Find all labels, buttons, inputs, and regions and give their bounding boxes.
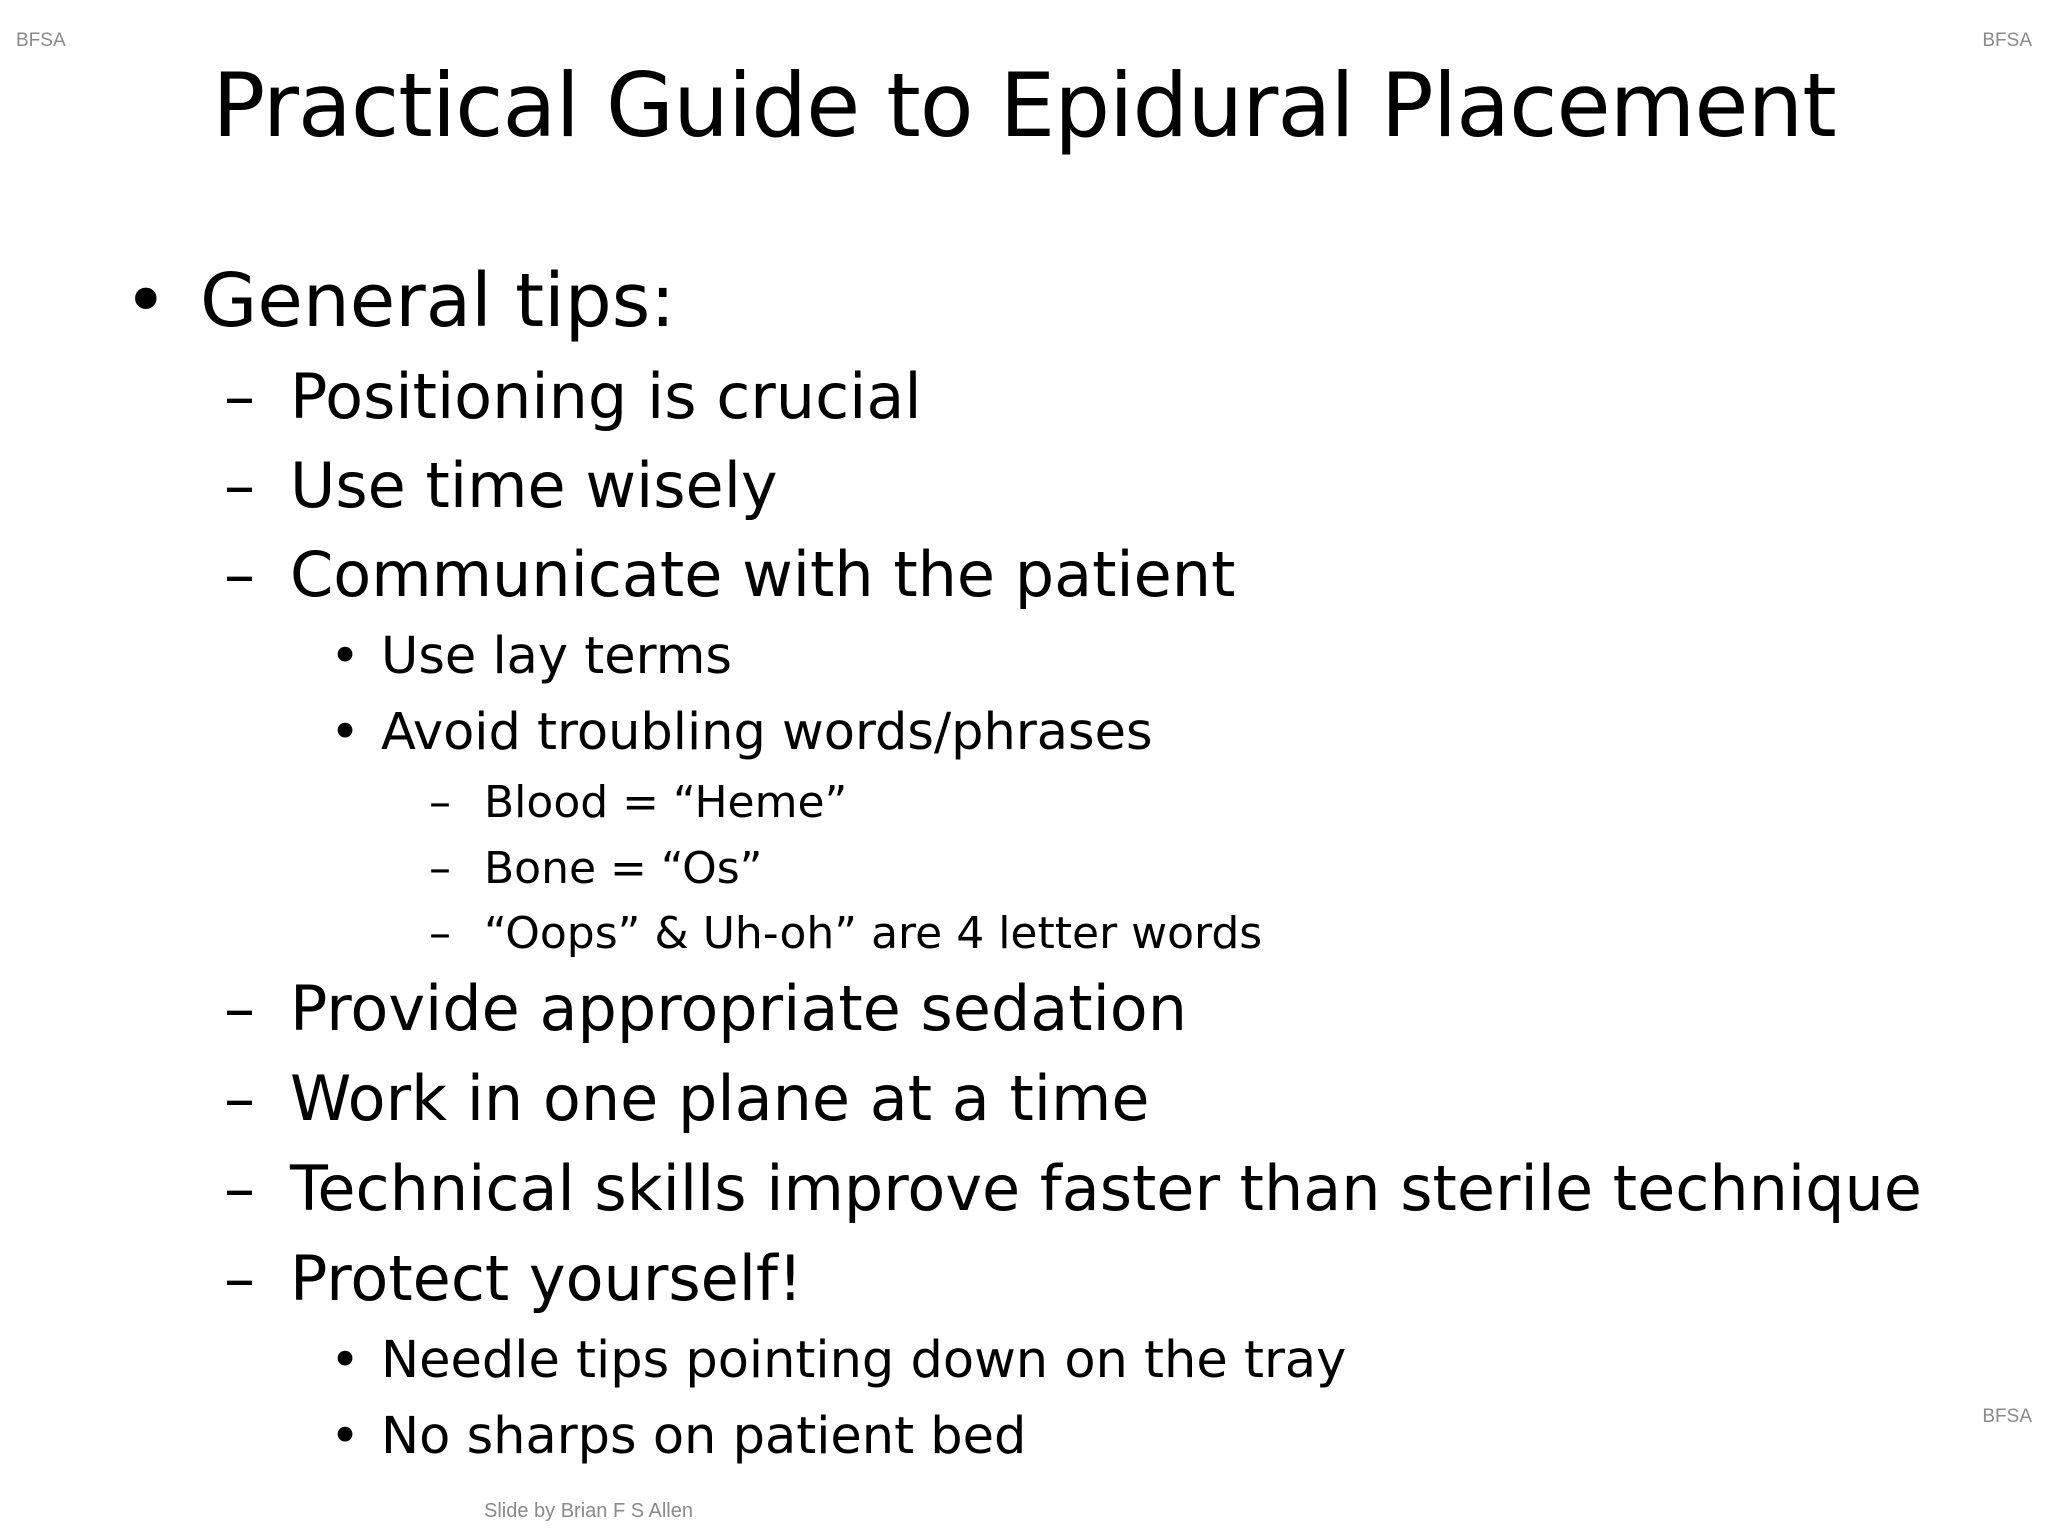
bullet-marker: • — [330, 1407, 361, 1466]
bullet-marker: • — [330, 627, 361, 686]
list-item-text: No sharps on patient bed — [381, 1407, 1027, 1466]
list-item-text: Provide appropriate sedation — [290, 972, 1188, 1045]
watermark-bottom-right: BFSA — [1982, 1406, 2032, 1427]
dash-marker: – — [429, 777, 451, 828]
bullet-marker: • — [124, 258, 168, 344]
watermark-top-left: BFSA — [16, 30, 66, 51]
dash-marker: – — [224, 972, 255, 1045]
list-item-text: Communicate with the patient — [290, 538, 1236, 611]
list-item-text: Technical skills improve faster than sterile technique — [290, 1152, 1922, 1225]
slide-credit: Slide by Brian F S Allen — [484, 1500, 693, 1522]
dash-marker: – — [429, 908, 451, 959]
watermark-top-right: BFSA — [1982, 30, 2032, 51]
list-item-text: Use time wisely — [290, 449, 778, 522]
list-item-text: Bone = “Os” — [484, 843, 763, 894]
list-item-text: Work in one plane at a time — [290, 1062, 1150, 1135]
list-item-text: “Oops” & Uh-oh” are 4 letter words — [484, 908, 1263, 959]
dash-marker: – — [429, 843, 451, 894]
bullet-marker: • — [330, 703, 361, 762]
dash-marker: – — [224, 538, 255, 611]
dash-marker: – — [224, 449, 255, 522]
list-item-text: Needle tips pointing down on the tray — [381, 1331, 1347, 1390]
list-item-text: Protect yourself! — [290, 1242, 803, 1315]
slide-title: Practical Guide to Epidural Placement — [212, 54, 1836, 157]
list-item-text: General tips: — [200, 258, 676, 344]
bullet-marker: • — [330, 1331, 361, 1390]
list-item-text: Use lay terms — [381, 627, 732, 686]
dash-marker: – — [224, 1242, 255, 1315]
dash-marker: – — [224, 360, 255, 433]
dash-marker: – — [224, 1152, 255, 1225]
list-item-text: Blood = “Heme” — [484, 777, 848, 828]
dash-marker: – — [224, 1062, 255, 1135]
list-item-text: Avoid troubling words/phrases — [381, 703, 1153, 762]
list-item-text: Positioning is crucial — [290, 360, 922, 433]
